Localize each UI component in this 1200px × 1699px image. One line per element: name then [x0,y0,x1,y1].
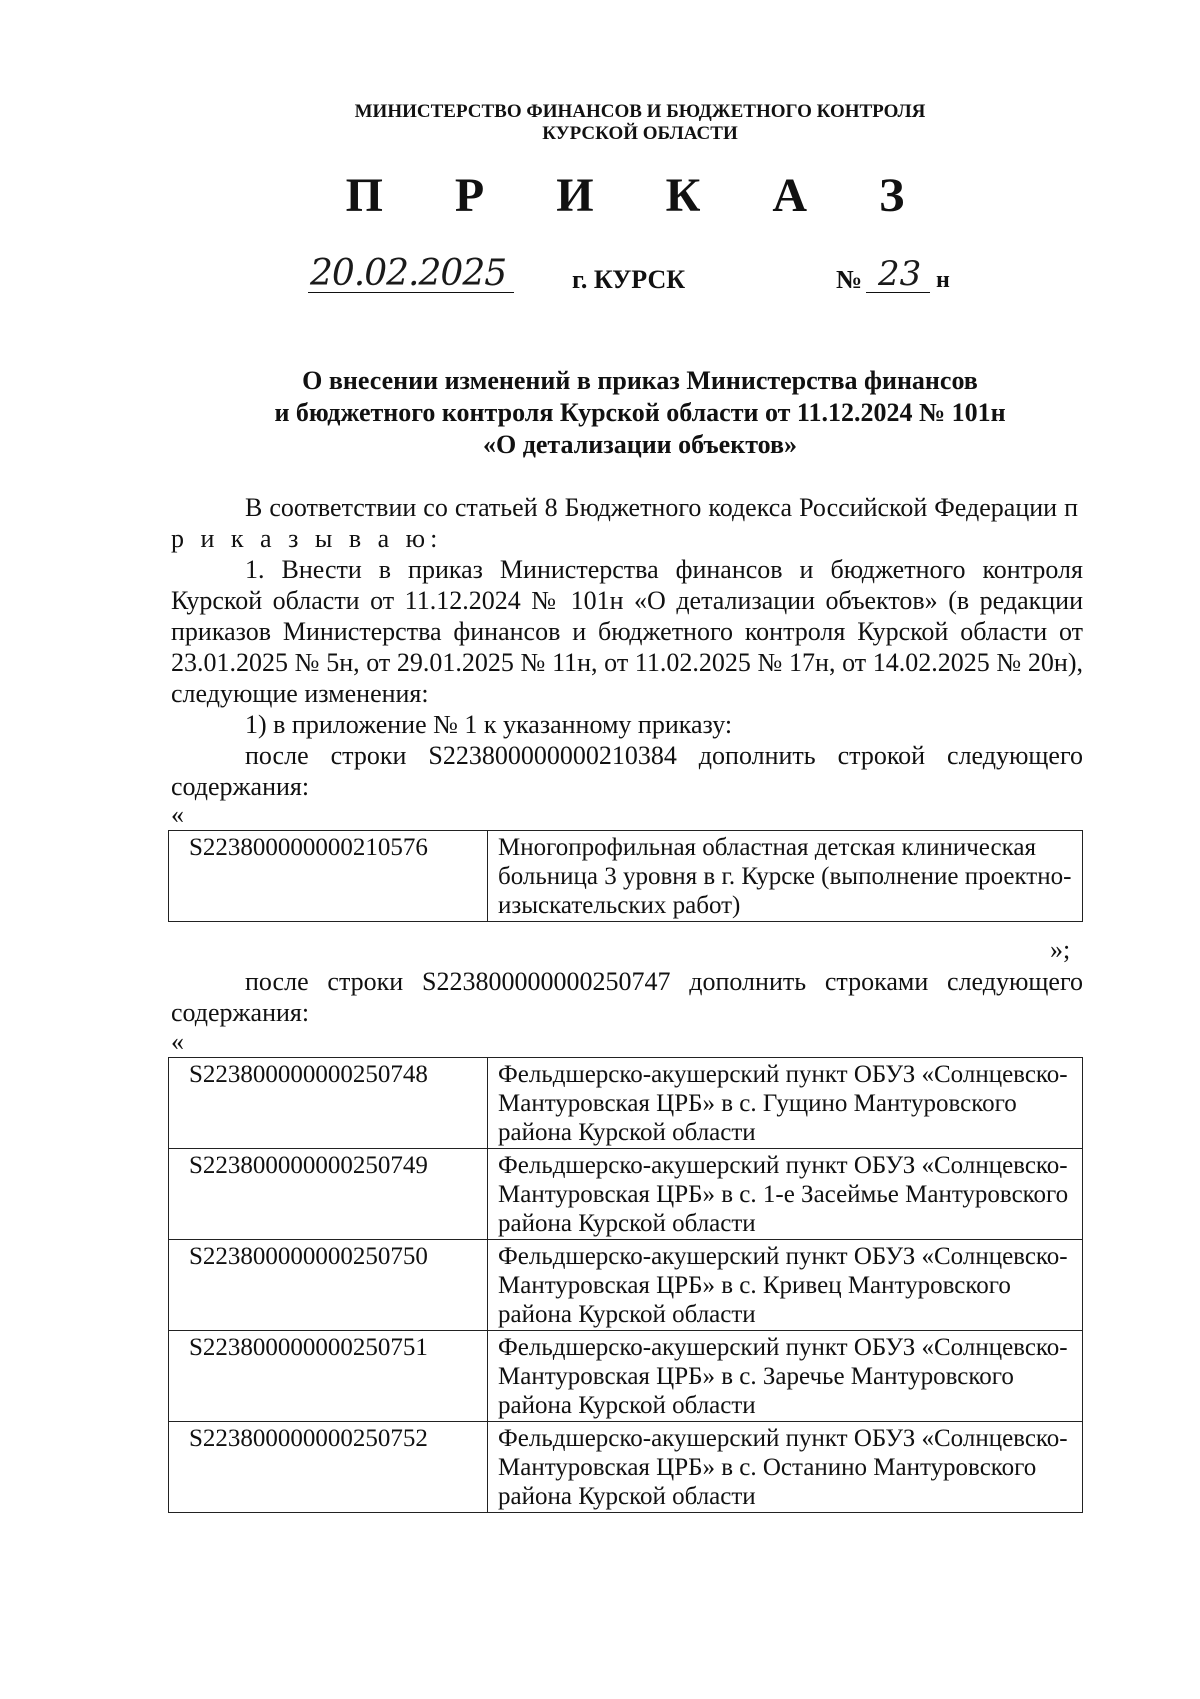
title-line3: «О детализации объектов» [482,430,798,459]
object-code: S223800000000250748 [169,1058,488,1149]
table-row [169,1240,1083,1331]
number-underline [866,292,930,293]
table-row [169,1058,1083,1149]
ministry-name-line1: МИНИСТЕРСТВО ФИНАНСОВ И БЮДЖЕТНОГО КОНТРОЛЯ [354,101,926,122]
object-description: Фельдшерско-акушерский пункт ОБУЗ «Солнцевско-Мантуровская ЦРБ» в с. Кривец Мантуровского района Курской области [488,1240,1083,1331]
handwritten-number: 23 [878,254,922,294]
paragraph-item-1: 1. Внести в приказ Министерства финансов и бюджетного контроля Курской области от 11.12.2024 № 101н «О детализации объектов» (в редакции приказов Министерства финансов и бюджетного контроля Курской области от 23.01.2025 № 5н, от 29.01.2025 № 11н, от 11.02.2025 № 17н, от 14.02.2025 № 20н), следующие изменения: [171,555,1083,708]
paragraph-preamble [171,492,1083,554]
object-code: S223800000000250752 [169,1422,488,1513]
paragraph-after-row-2: после строки S223800000000250747 дополнить строками следующего содержания: [171,967,1083,1027]
quote-close-1: »; [1050,935,1071,964]
document-type: П Р И К А З [345,169,935,222]
paragraph-subitem-1: 1) в приложение № 1 к указанному приказу: [245,710,733,739]
preamble-colon: : [430,524,438,553]
ministry-name-line2: КУРСКОЙ ОБЛАСТИ [542,123,738,144]
object-description: Фельдшерско-акушерский пункт ОБУЗ «Солнцевско-Мантуровская ЦРБ» в с. 1-е Засеймье Мантуровского района Курской области [488,1149,1083,1240]
table-row [169,1422,1083,1513]
number-suffix: н [936,267,950,293]
object-description: Многопрофильная областная детская клиническая больница 3 уровня в г. Курске (выполнение проектно-изыскательских работ) [488,831,1083,922]
preamble-decree-word: п р и к а з ы в а ю [171,493,1084,553]
object-description: Фельдшерско-акушерский пункт ОБУЗ «Солнцевско-Мантуровская ЦРБ» в с. Гущино Мантуровского района Курской области [488,1058,1083,1149]
handwritten-date: 20.02.2025 [310,253,507,294]
title-line2: и бюджетного контроля Курской области от 11.12.2024 № 101н [274,398,1006,427]
document-title [160,365,1120,461]
object-description: Фельдшерско-акушерский пункт ОБУЗ «Солнцевско-Мантуровская ЦРБ» в с. Заречье Мантуровского района Курской области [488,1331,1083,1422]
title-line1: О внесении изменений в приказ Министерства финансов [302,366,978,395]
inserted-rows-table-2 [168,1057,1083,1513]
number-label: № [836,265,863,294]
city: г. КУРСК [572,265,686,294]
table-row [169,1149,1083,1240]
object-code: S223800000000210576 [169,831,488,922]
quote-open-1: « [171,800,184,829]
date-underline [308,292,514,293]
table-row [169,831,1083,922]
object-description: Фельдшерско-акушерский пункт ОБУЗ «Солнцевско-Мантуровская ЦРБ» в с. Останино Мантуровского района Курской области [488,1422,1083,1513]
quote-open-2: « [171,1027,184,1056]
object-code: S223800000000250751 [169,1331,488,1422]
object-code: S223800000000250750 [169,1240,488,1331]
preamble-text: В соответствии со статьей 8 Бюджетного кодекса Российской Федерации [245,493,1058,522]
table-row [169,1331,1083,1422]
object-code: S223800000000250749 [169,1149,488,1240]
inserted-rows-table-1 [168,830,1083,922]
paragraph-after-row-1: после строки S223800000000210384 дополнить строкой следующего содержания: [171,741,1083,801]
